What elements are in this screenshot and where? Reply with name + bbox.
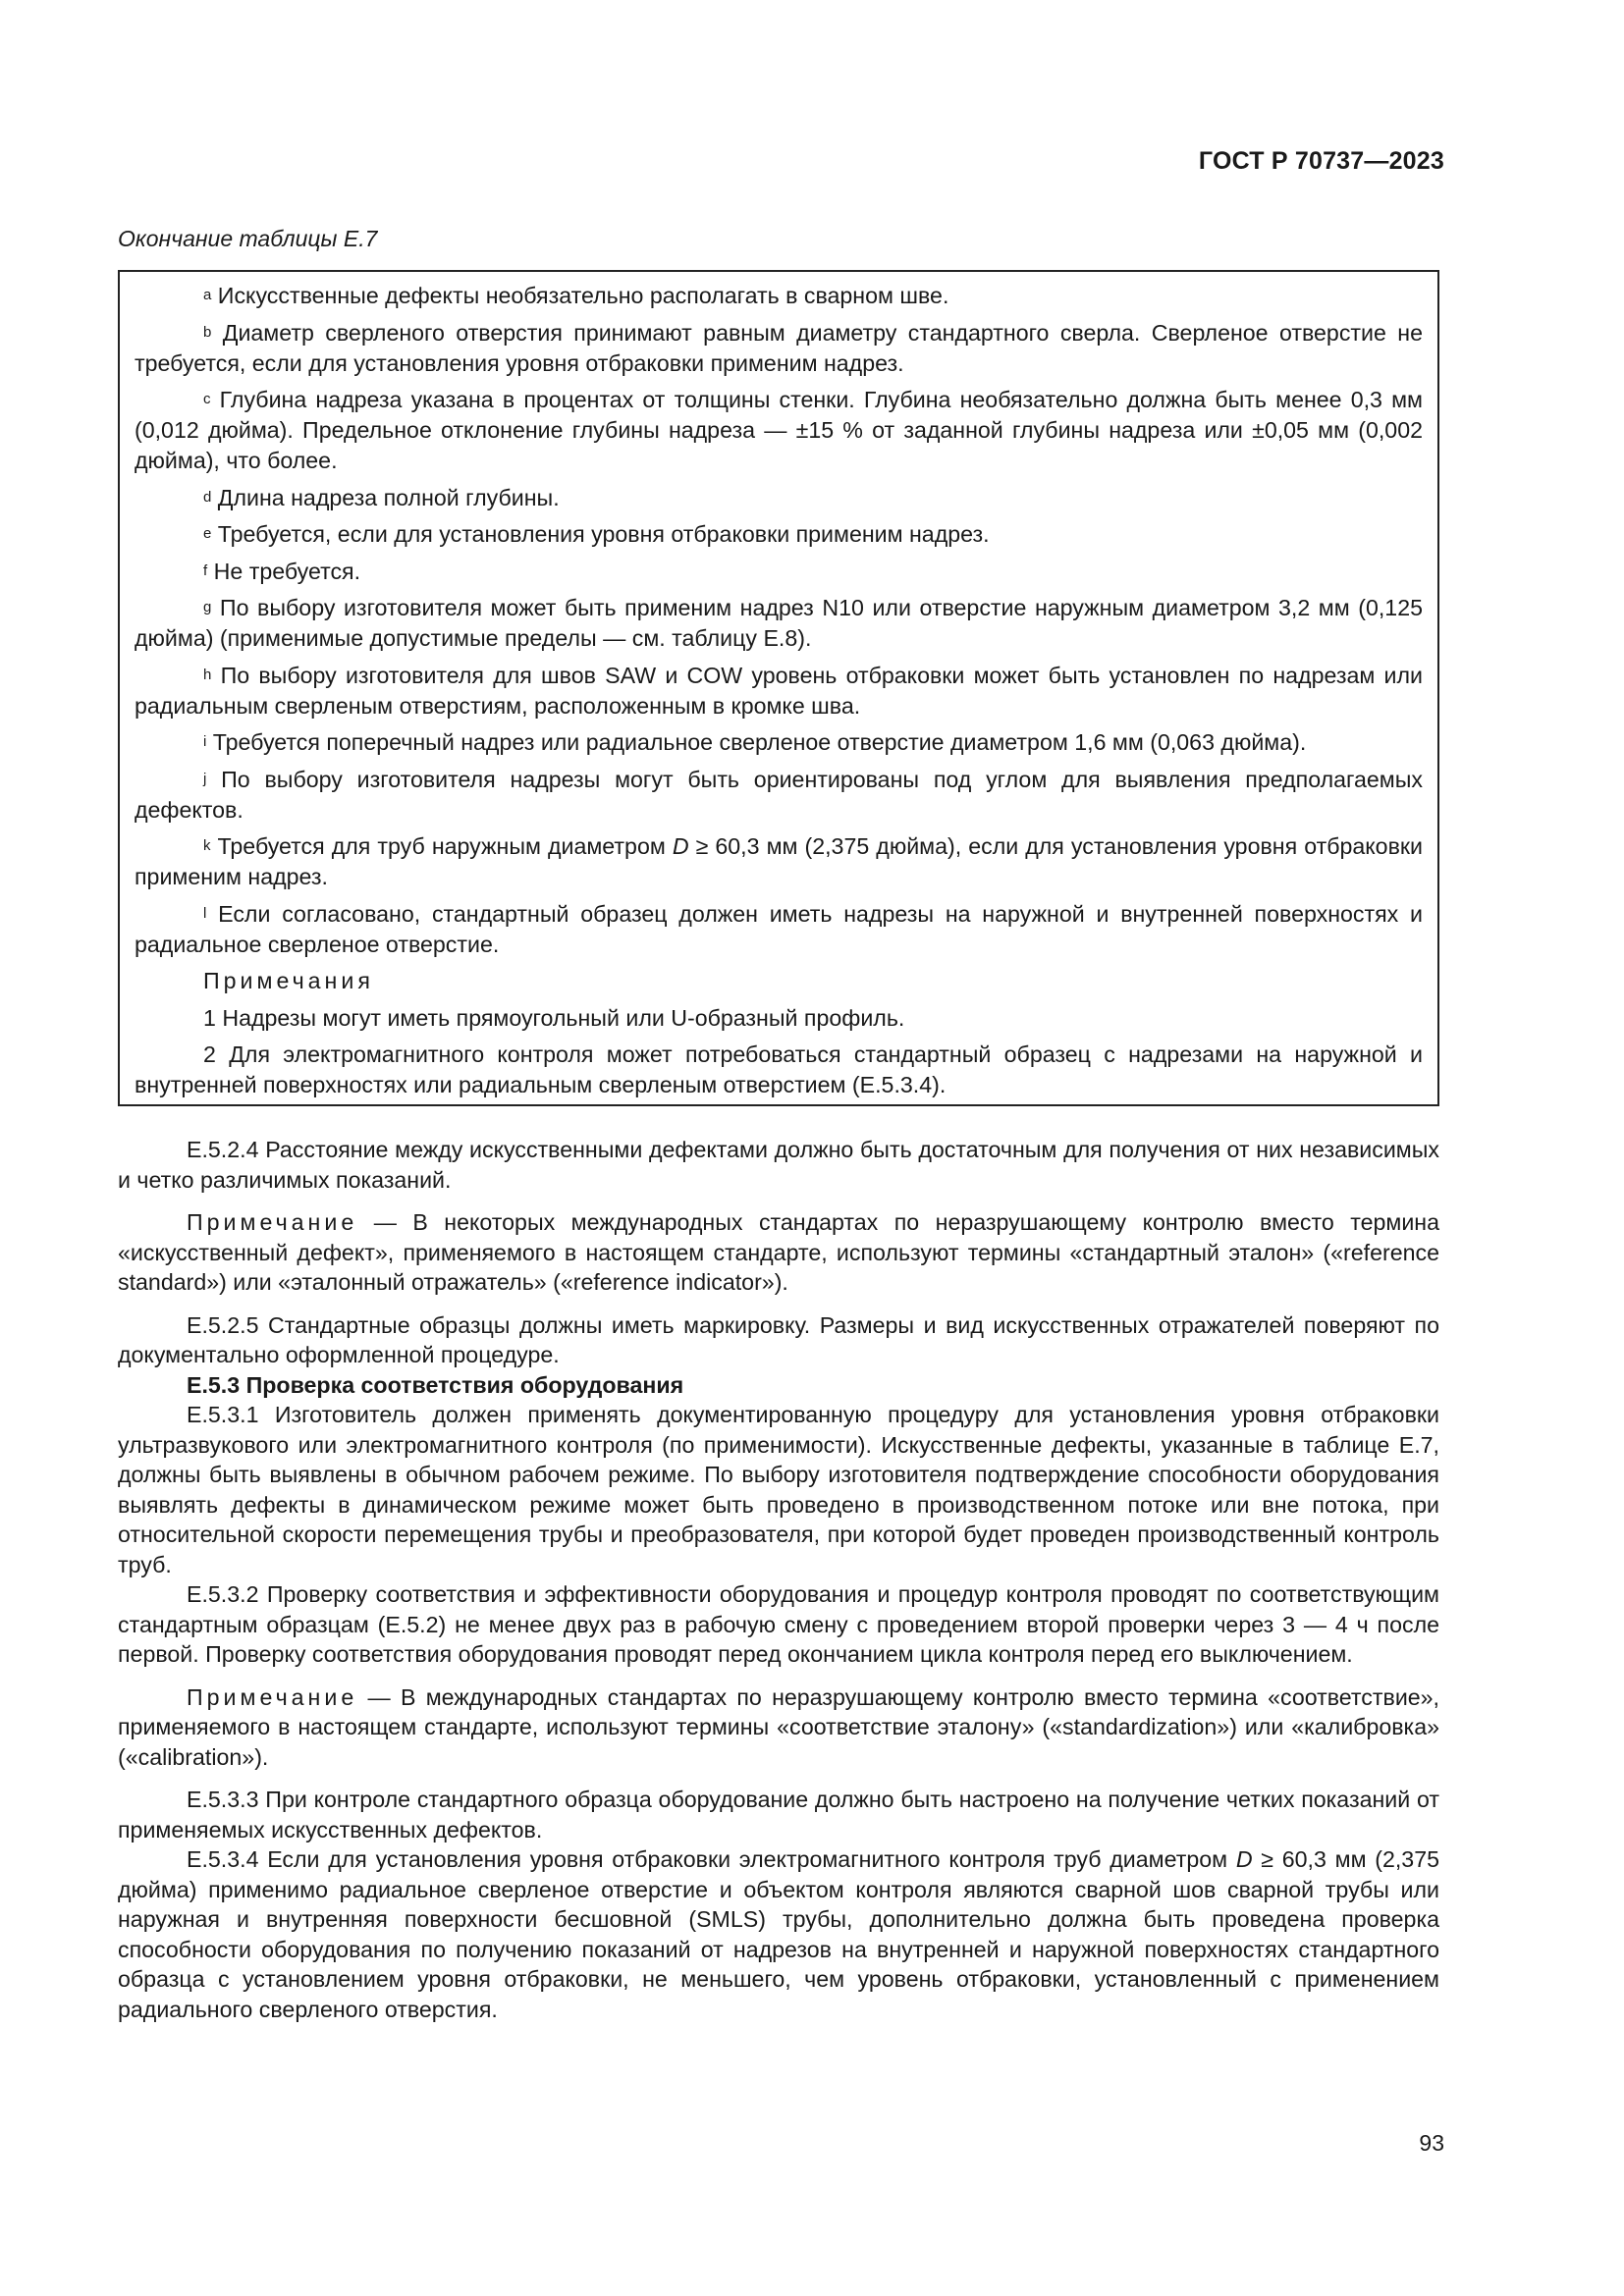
footnote-mark: b xyxy=(203,323,212,341)
table-footnotes-box xyxy=(118,270,1439,1106)
footnote-text: По выбору изготовителя может быть применим надрез N10 или отверстие наружным диаметром 3,2 мм (0,125 дюйма) (применимые допустимые пределы — см. таблицу Е.8). xyxy=(135,595,1423,651)
diameter-variable: D xyxy=(672,833,689,859)
footnote-text: Требуется поперечный надрез или радиальное сверленое отверстие диаметром 1,6 мм (0,063 дюйма). xyxy=(206,729,1307,755)
note-paragraph xyxy=(118,1207,1439,1298)
footnote-mark: j xyxy=(203,770,207,787)
footnote-mark: i xyxy=(203,733,207,750)
paragraph-text: Е.5.3.4 Если для установления уровня отбраковки электромагнитного контроля труб диаметром xyxy=(187,1846,1236,1872)
footnote-mark: h xyxy=(203,666,212,683)
notes-heading xyxy=(135,966,1423,996)
footnote-j xyxy=(135,765,1423,826)
footnote-mark: k xyxy=(203,837,211,854)
footnote-text: ≥ 60,3 мм (2,375 дюйма), если для установления уровня отбраковки применим надрез. xyxy=(135,833,1423,889)
footnote-b xyxy=(135,318,1423,379)
footnote-mark: e xyxy=(203,525,212,542)
footnote-mark: d xyxy=(203,488,212,506)
note-text: — В некоторых международных стандартах по неразрушающему контролю вместо термина «искусственный дефект», применяемого в настоящем стандарте, используют термины «стандартный эталон» («reference standard») или «эталонный отражатель» («reference indicator»). xyxy=(118,1209,1439,1295)
note-paragraph xyxy=(118,1682,1439,1773)
footnote-text: Диаметр сверленого отверстия принимают равным диаметру стандартного сверла. Сверленое отверстие не требуется, если для установления уровня отбраковки применим надрез. xyxy=(135,319,1423,376)
paragraph-e532: Е.5.3.2 Проверку соответствия и эффективности оборудования и процедур контроля проводят по соответствующим стандартным образцам (Е.5.2) не менее двух раз в рабочую смену с проведением второй проверки через 3 — 4 ч после первой. Проверку соответствия оборудования проводят перед окончанием цикла контроля перед его выключением. xyxy=(118,1581,1439,1667)
footnote-text: По выбору изготовителя для швов SAW и COW уровень отбраковки может быть установлен по надрезам или радиальным сверленым отверстиям, расположенным в кромке шва. xyxy=(135,662,1423,719)
main-text xyxy=(118,1135,1439,2024)
note-1: 1 Надрезы могут иметь прямоугольный или U-образный профиль. xyxy=(203,1004,905,1031)
footnote-mark: a xyxy=(203,287,212,303)
diameter-variable: D xyxy=(1235,1846,1253,1872)
note-label: Примечание xyxy=(187,1209,358,1235)
footnote-text: Искусственные дефекты необязательно располагать в сварном шве. xyxy=(211,283,949,308)
paragraph-e524: Е.5.2.4 Расстояние между искусственными дефектами должно быть достаточным для получения от них независимых и четко различимых показаний. xyxy=(118,1137,1439,1193)
footnote-mark: f xyxy=(203,561,208,579)
footnote-mark: l xyxy=(203,904,207,922)
section-heading: Е.5.3 Проверка соответствия оборудования xyxy=(187,1371,684,1398)
paragraph-e533: Е.5.3.3 При контроле стандартного образца оборудование должно быть настроено на получение четких показаний от применяемых искусственных дефектов. xyxy=(118,1787,1439,1842)
footnote-text: По выбору изготовителя надрезы могут быть ориентированы под углом для выявления предполагаемых дефектов. xyxy=(135,766,1423,823)
footnote-text: Не требуется. xyxy=(207,558,361,584)
document-code: ГОСТ Р 70737—2023 xyxy=(1198,147,1444,175)
footnote-text: Требуется, если для установления уровня отбраковки применим надрез. xyxy=(211,521,990,547)
footnote-h xyxy=(135,661,1423,721)
paragraph-text: ≥ 60,3 мм (2,375 дюйма) применимо радиальное сверленое отверстие и объектом контроля являются сварной шов сварной трубы или наружная и внутренняя поверхности бесшовной (SMLS) трубы, дополнительно должна быть проведена проверка способности оборудования по получению показаний от надрезов на внутренней и наружной поверхностях стандартного образца с установлением уровня отбраковки, не меньшего, чем уровень отбраковки, установленный с применением радиального сверленого отверстия. xyxy=(118,1846,1439,2022)
footnote-d xyxy=(135,483,1423,513)
footnote-g xyxy=(135,593,1423,654)
footnote-c xyxy=(135,385,1423,476)
notes-heading-text: Примечания xyxy=(203,968,374,993)
paragraph-e531: Е.5.3.1 Изготовитель должен применять документированную процедуру для установления уровня отбраковки ультразвукового или электромагнитного контроля (по применимости). Искусственные дефекты, указанные в таблице Е.7, должны быть выявлены в обычном рабочем режиме. По выбору изготовителя подтверждение способности оборудования выявлять дефекты в динамическом режиме может быть проведено в производственном потоке или вне потока, при относительной скорости перемещения трубы и преобразователя, при которой будет проведен производственный контроль труб. xyxy=(118,1402,1439,1577)
note-label: Примечание xyxy=(187,1683,358,1710)
note-text: — В международных стандартах по неразрушающему контролю вместо термина «соответствие», применяемого в настоящем стандарте, используют термины «соответствие эталону» («standardization») или «калибровка» («calibration»). xyxy=(118,1683,1439,1770)
note-2: 2 Для электромагнитного контроля может потребоваться стандартный образец с надрезами на наружной и внутренней поверхностях или радиальным сверленым отверстием (Е.5.3.4). xyxy=(135,1041,1423,1097)
footnote-text: Длина надреза полной глубины. xyxy=(211,484,560,510)
footnote-k xyxy=(135,831,1423,892)
footnote-f xyxy=(135,557,1423,587)
table-continuation-caption: Окончание таблицы Е.7 xyxy=(118,226,378,251)
footnote-a xyxy=(135,281,1423,311)
footnote-l xyxy=(135,899,1423,960)
footnote-i xyxy=(135,727,1423,758)
footnote-text: Глубина надреза указана в процентах от толщины стенки. Глубина необязательно должна быть менее 0,3 мм (0,012 дюйма). Предельное отклонение глубины надреза — ±15 % от заданной глубины надреза или ±0,05 мм (0,002 дюйма), что более. xyxy=(135,387,1423,473)
footnote-text: Требуется для труб наружным диаметром xyxy=(210,833,673,859)
footnote-e xyxy=(135,519,1423,550)
paragraph-e525: Е.5.2.5 Стандартные образцы должны иметь маркировку. Размеры и вид искусственных отражателей поверяют по документально оформленной процедуре. xyxy=(118,1311,1439,1367)
footnote-mark: g xyxy=(203,599,212,615)
footnote-mark: c xyxy=(203,391,211,407)
paragraph-e534 xyxy=(118,1844,1439,2024)
page-number: 93 xyxy=(1419,2130,1444,2156)
footnote-text: Если согласовано, стандартный образец должен иметь надрезы на наружной и внутренней поверхностях и радиальное сверленое отверстие. xyxy=(135,900,1423,957)
